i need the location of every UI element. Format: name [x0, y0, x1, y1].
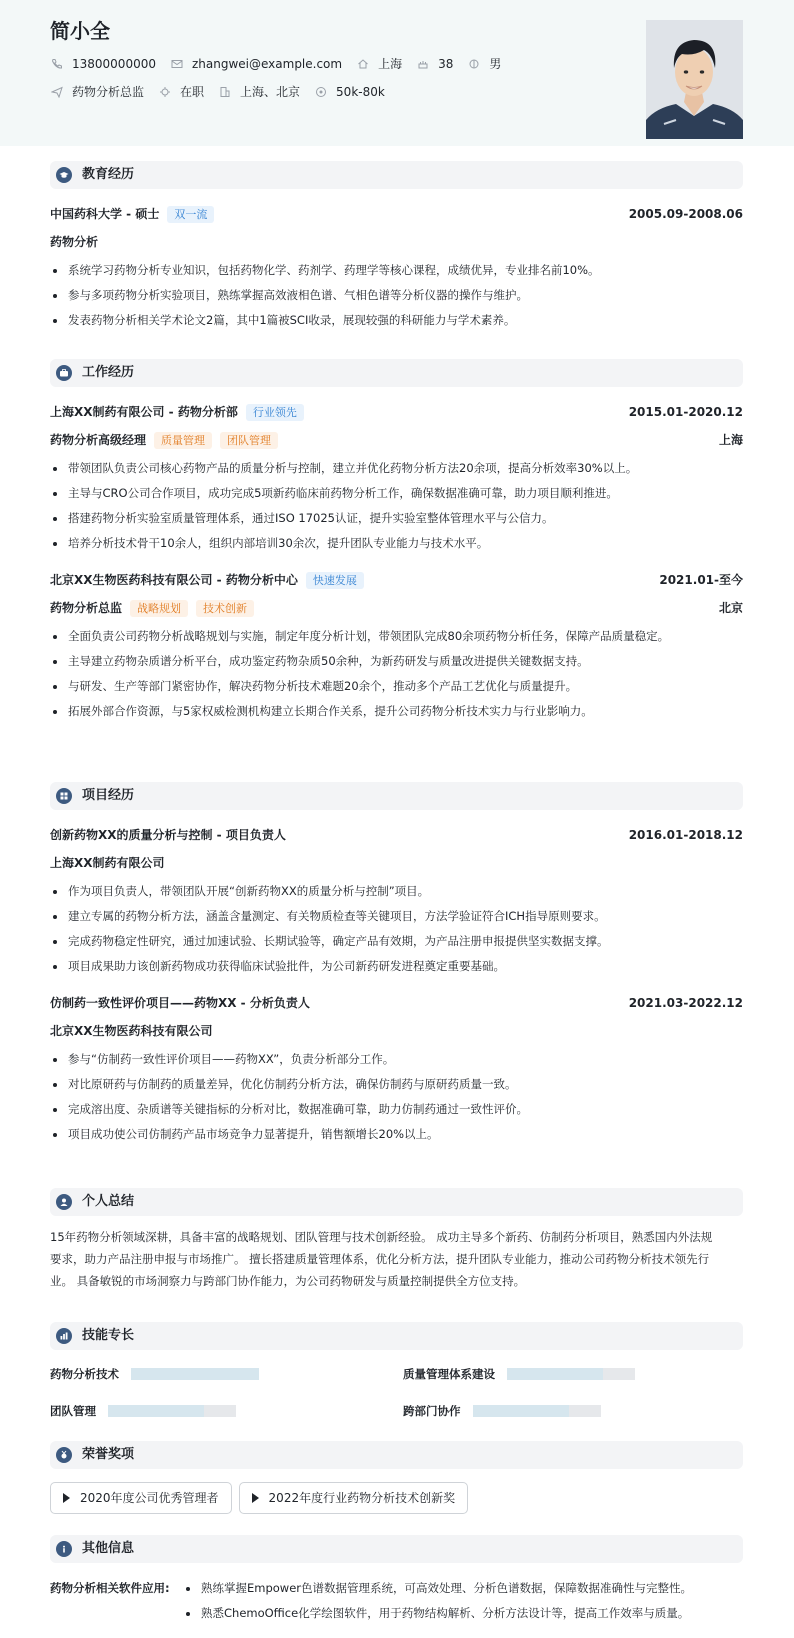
work-position-line	[50, 430, 743, 450]
list-item: 参与“仿制药一致性评价项目——药物XX”，负责分析部分工作。	[50, 1047, 743, 1072]
list-item: 建立专属的药物分析方法，涵盖含量测定、有关物质检查等关键项目，方法学验证符合ICH指导原则要求。	[50, 904, 743, 929]
building-icon	[218, 85, 232, 99]
send-icon	[50, 85, 64, 99]
section-title: 工作经历	[82, 364, 135, 380]
education-date: 2005.09-2008.06	[628, 206, 743, 221]
gender-item	[467, 56, 501, 73]
summary-line: 要求，助力产品注册申报与市场推广。 擅长搭建质量管理体系，优化分析方法，提升团队专业能力，推动公司药物分析技术领先行	[50, 1252, 710, 1266]
position-tag: 质量管理	[154, 432, 212, 449]
project-bullets	[50, 879, 743, 979]
school-tag: 双一流	[167, 206, 214, 223]
list-item: 主导建立药物杂质谱分析平台，成功鉴定药物杂质50余种，为新药研发与质量改进提供关键数据支持。	[50, 649, 743, 674]
work-company-line	[50, 402, 743, 422]
skill-bar-fill	[507, 1368, 603, 1380]
work-date: 2021.01-至今	[659, 572, 743, 587]
work-date: 2015.01-2020.12	[628, 404, 743, 419]
honors-section	[50, 1441, 743, 1514]
list-item: 熟练掌握Empower色谱数据管理系统，可高效处理、分析色谱数据，保障数据准确性与完整性。	[183, 1576, 692, 1601]
skill-name: 药物分析技术	[50, 1366, 119, 1381]
coin-icon	[314, 85, 328, 99]
phone-item	[50, 56, 156, 73]
skill-bar	[473, 1405, 601, 1417]
education-bullets	[50, 258, 743, 333]
salary-item	[314, 84, 385, 101]
award-item	[50, 1482, 232, 1514]
award-item	[239, 1482, 469, 1514]
gender-text: 男	[489, 56, 502, 71]
list-item: 系统学习药物分析专业知识，包括药物化学、药剂学、药理学等核心课程，成绩优异，专业排名前10%。	[50, 258, 743, 283]
grid-icon	[56, 788, 72, 804]
position-tag: 技术创新	[196, 600, 254, 617]
school-title	[50, 206, 214, 223]
education-heading	[50, 161, 743, 189]
work-bullets	[50, 456, 743, 556]
resume-header	[0, 0, 794, 146]
target-city-item	[218, 84, 300, 101]
list-item: 作为项目负责人，带领团队开展“创新药物XX的质量分析与控制”项目。	[50, 879, 743, 904]
section-title: 个人总结	[82, 1193, 135, 1209]
salary-text: 50k-80k	[336, 84, 385, 99]
project-heading	[50, 782, 743, 810]
skill-bar	[108, 1405, 236, 1417]
other-bullets	[183, 1576, 692, 1626]
age-item	[416, 56, 453, 73]
status-text: 在职	[180, 84, 205, 99]
list-item: 完成药物稳定性研究，通过加速试验、长期试验等，确定产品有效期，为产品注册申报提供坚实数据支撑。	[50, 929, 743, 954]
project-bullets	[50, 1047, 743, 1147]
email-text: zhangwei@example.com	[191, 56, 343, 71]
list-item: 参与多项药物分析实验项目，熟练掌握高效液相色谱、气相色谱等分析仪器的操作与维护。	[50, 283, 743, 308]
summary-line: 15年药物分析领域深耕，具备丰富的战略规划、团队管理与技术创新经验。 成功主导多个新药、仿制药分析项目，熟悉国内外法规	[50, 1230, 713, 1244]
candidate-name: 简小全	[50, 19, 110, 43]
list-item: 发表药物分析相关学术论文2篇，其中1篇被SCI收录，展现较强的科研能力与学术素养。	[50, 308, 743, 333]
graduation-cap-icon	[56, 167, 72, 183]
list-item: 培养分析技术骨干10余人，组织内部培训30余次，提升团队专业能力与技术水平。	[50, 531, 743, 556]
project-title: 仿制药一致性评价项目——药物XX - 分析负责人	[50, 995, 310, 1010]
education-line	[50, 204, 743, 224]
work-bullets	[50, 624, 743, 724]
phone-text: 13800000000	[72, 56, 156, 71]
skill-name: 跨部门协作	[403, 1403, 461, 1418]
project-date: 2021.03-2022.12	[628, 995, 743, 1010]
company-tag: 快速发展	[306, 572, 364, 589]
skill-bar-fill	[131, 1368, 259, 1380]
status-icon	[158, 85, 172, 99]
skill-name: 质量管理体系建设	[403, 1366, 495, 1381]
school-name: 中国药科大学 - 硕士	[50, 206, 160, 221]
list-item: 对比原研药与仿制药的质量差异，优化仿制药分析方法，确保仿制药与原研药质量一致。	[50, 1072, 743, 1097]
company-name: 北京XX生物医药科技有限公司 - 药物分析中心	[50, 572, 298, 587]
award-text: 2020年度公司优秀管理者	[80, 1490, 219, 1505]
chart-icon	[56, 1328, 72, 1344]
major-text: 药物分析	[50, 234, 99, 249]
project-title: 创新药物XX的质量分析与控制 - 项目负责人	[50, 827, 286, 842]
section-title: 技能专长	[82, 1327, 135, 1343]
honors-heading	[50, 1441, 743, 1469]
company-name: 上海XX制药有限公司 - 药物分析部	[50, 404, 238, 419]
triangle-icon	[63, 1493, 70, 1503]
skill-item	[50, 1403, 236, 1419]
position-name: 药物分析高级经理	[50, 432, 147, 447]
list-item: 带领团队负责公司核心药物产品的质量分析与控制，建立并优化药物分析方法20余项，提高分析效率30%以上。	[50, 456, 743, 481]
project-org: 北京XX生物医药科技有限公司	[50, 1023, 213, 1038]
email-item	[170, 56, 342, 73]
medal-icon	[56, 1447, 72, 1463]
position-title	[50, 600, 254, 617]
cake-icon	[416, 57, 430, 71]
section-title: 教育经历	[82, 166, 135, 182]
other-section	[50, 1535, 743, 1626]
work-section	[50, 359, 743, 724]
award-text: 2022年度行业药物分析技术创新奖	[268, 1490, 456, 1505]
mail-icon	[170, 57, 184, 71]
list-item: 搭建药物分析实验室质量管理体系，通过ISO 17025认证，提升实验室整体管理水平与公信力。	[50, 506, 743, 531]
position-tag: 战略规划	[130, 600, 188, 617]
other-label: 药物分析相关软件应用:	[50, 1581, 170, 1595]
summary-line: 业。 具备敏锐的市场洞察力与跨部门协作能力，为公司药物研发与质量控制提供全方位支持。	[50, 1274, 526, 1288]
list-item: 熟悉ChemoOffice化学绘图软件，用于药物结构解析、分析方法设计等，提高工作效率与质量。	[183, 1601, 692, 1626]
city-text: 上海	[378, 56, 403, 71]
skill-bar	[507, 1368, 635, 1380]
list-item: 完成溶出度、杂质谱等关键指标的分析对比，数据准确可靠，助力仿制药通过一致性评价。	[50, 1097, 743, 1122]
company-tag: 行业领先	[246, 404, 304, 421]
section-title: 项目经历	[82, 787, 135, 803]
skills-heading	[50, 1322, 743, 1350]
target-city-text: 上海、北京	[240, 84, 301, 99]
project-title-line	[50, 825, 743, 845]
target-job-item	[50, 84, 144, 101]
project-section	[50, 782, 743, 1147]
work-company-line	[50, 570, 743, 590]
section-title: 荣誉奖项	[82, 1446, 135, 1462]
work-location: 上海	[718, 432, 743, 447]
other-software-row	[50, 1576, 743, 1626]
list-item: 拓展外部合作资源，与5家权威检测机构建立长期合作关系，提升公司药物分析技术实力与行业影响力。	[50, 699, 743, 724]
triangle-icon	[252, 1493, 259, 1503]
status-item	[158, 84, 204, 101]
position-title	[50, 432, 278, 449]
phone-icon	[50, 57, 64, 71]
city-item	[356, 56, 402, 73]
skill-item	[403, 1403, 601, 1419]
work-position-line	[50, 598, 743, 618]
work-location: 北京	[718, 600, 743, 615]
project-title-line	[50, 993, 743, 1013]
summary-heading	[50, 1188, 743, 1216]
skill-item	[50, 1366, 259, 1382]
skill-item	[403, 1366, 635, 1382]
user-icon	[56, 1194, 72, 1210]
list-item: 主导与CRO公司合作项目，成功完成5项新药临床前药物分析工作，确保数据准确可靠，助力项目顺利推进。	[50, 481, 743, 506]
skill-bar-fill	[473, 1405, 569, 1417]
skill-bar-fill	[108, 1405, 204, 1417]
summary-text	[50, 1226, 743, 1292]
project-org-line	[50, 853, 743, 873]
gender-icon	[467, 57, 481, 71]
profile-photo	[646, 20, 743, 139]
avatar-portrait	[646, 20, 743, 139]
company-title	[50, 572, 364, 589]
major-line	[50, 232, 743, 252]
company-title	[50, 404, 304, 421]
section-title: 其他信息	[82, 1540, 135, 1556]
project-org: 上海XX制药有限公司	[50, 855, 165, 870]
project-date: 2016.01-2018.12	[628, 827, 743, 842]
skill-bar	[131, 1368, 259, 1380]
other-heading	[50, 1535, 743, 1563]
briefcase-icon	[56, 365, 72, 381]
summary-section	[50, 1188, 743, 1292]
position-tag: 团队管理	[220, 432, 278, 449]
age-text: 38	[438, 56, 454, 71]
skills-section	[50, 1322, 743, 1418]
list-item: 项目成功使公司仿制药产品市场竞争力显著提升，销售额增长20%以上。	[50, 1122, 743, 1147]
target-job-text: 药物分析总监	[72, 84, 145, 99]
honors-list	[50, 1482, 743, 1514]
list-item: 全面负责公司药物分析战略规划与实施，制定年度分析计划，带领团队完成80余项药物分析任务，保障产品质量稳定。	[50, 624, 743, 649]
education-section	[50, 161, 743, 333]
work-heading	[50, 359, 743, 387]
skill-name: 团队管理	[50, 1403, 96, 1418]
home-icon	[356, 57, 370, 71]
info-icon	[56, 1541, 72, 1557]
position-name: 药物分析总监	[50, 600, 123, 615]
project-org-line	[50, 1021, 743, 1041]
list-item: 与研发、生产等部门紧密协作，解决药物分析技术难题20余个，推动多个产品工艺优化与质量提升。	[50, 674, 743, 699]
list-item: 项目成果助力该创新药物成功获得临床试验批件，为公司新药研发进程奠定重要基础。	[50, 954, 743, 979]
